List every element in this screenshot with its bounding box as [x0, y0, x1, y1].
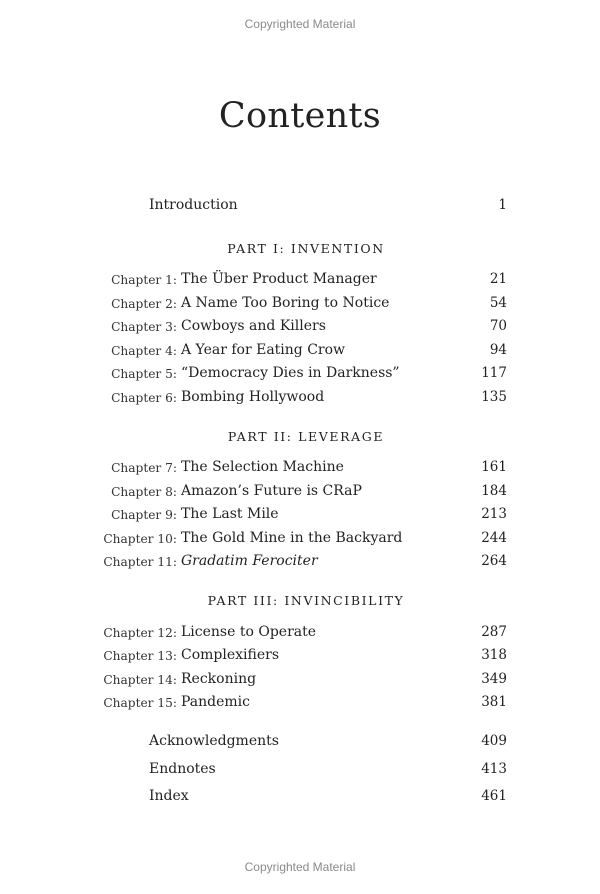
- chapter-title: Gradatim Ferociter: [181, 553, 318, 569]
- watermark-top: Copyrighted Material: [244, 17, 356, 31]
- toc-entry-chapter[interactable]: [0, 318, 600, 338]
- chapter-title: A Name Too Boring to Notice: [181, 295, 390, 311]
- toc-entry-chapter[interactable]: [0, 624, 600, 644]
- page-number: 461: [481, 788, 507, 804]
- chapter-label: Chapter 7:: [111, 461, 177, 475]
- page-number: 70: [489, 318, 507, 334]
- chapter-label: Chapter 13:: [103, 649, 177, 663]
- chapter-title: The Selection Machine: [181, 459, 344, 475]
- chapter-label: Chapter 1:: [111, 273, 177, 287]
- entry-title: Acknowledgments: [149, 733, 279, 749]
- chapter-label: Chapter 3:: [111, 320, 177, 334]
- chapter-title: Complexifiers: [181, 647, 280, 663]
- page-number: 244: [481, 530, 507, 546]
- page-number: 184: [481, 483, 507, 499]
- toc-entry-introduction[interactable]: [0, 197, 600, 217]
- page-number: 264: [481, 553, 507, 569]
- toc-entry-chapter[interactable]: [0, 365, 600, 385]
- part-heading: PART III: INVINCIBILITY: [207, 593, 405, 608]
- entry-title: Endnotes: [149, 761, 216, 777]
- toc-entry-index[interactable]: [0, 788, 600, 808]
- page-number: 213: [481, 506, 507, 522]
- chapter-label: Chapter 2:: [111, 297, 177, 311]
- chapter-title: “Democracy Dies in Darkness”: [181, 365, 400, 381]
- page-number: 381: [481, 694, 507, 710]
- page-title: Contents: [218, 96, 382, 136]
- chapter-title: Cowboys and Killers: [181, 318, 326, 334]
- toc-entry-chapter[interactable]: [0, 295, 600, 315]
- part-heading: PART I: INVENTION: [227, 241, 385, 256]
- chapter-title: Reckoning: [181, 671, 257, 687]
- toc-entry-chapter[interactable]: [0, 647, 600, 667]
- toc-entry-acknowledgments[interactable]: [0, 733, 600, 753]
- toc-entry-chapter[interactable]: [0, 483, 600, 503]
- page-number: 349: [481, 671, 507, 687]
- page-number: 409: [481, 733, 507, 749]
- page-number: 135: [481, 389, 507, 405]
- page-number: 413: [481, 761, 507, 777]
- chapter-label: Chapter 15:: [103, 696, 177, 710]
- chapter-title: License to Operate: [181, 624, 317, 640]
- page-number: 21: [489, 271, 507, 287]
- chapter-title: Pandemic: [181, 694, 250, 710]
- toc-entry-endnotes[interactable]: [0, 761, 600, 781]
- chapter-label: Chapter 12:: [103, 626, 177, 640]
- chapter-title: The Gold Mine in the Backyard: [181, 530, 403, 546]
- chapter-title: Bombing Hollywood: [181, 389, 325, 405]
- chapter-title: The Last Mile: [181, 506, 279, 522]
- chapter-label: Chapter 8:: [111, 485, 177, 499]
- toc-entry-chapter[interactable]: [0, 506, 600, 526]
- toc-entry-chapter[interactable]: [0, 389, 600, 409]
- chapter-label: Chapter 10:: [103, 532, 177, 546]
- page-number: 117: [481, 365, 507, 381]
- entry-title: Introduction: [149, 197, 238, 213]
- page-number: 318: [481, 647, 507, 663]
- watermark-bottom: Copyrighted Material: [244, 860, 356, 874]
- page-number: 94: [489, 342, 507, 358]
- toc-entry-chapter[interactable]: [0, 271, 600, 291]
- page-number: 1: [498, 197, 507, 213]
- toc-entry-chapter[interactable]: [0, 459, 600, 479]
- toc-entry-chapter[interactable]: [0, 694, 600, 714]
- page-number: 161: [481, 459, 507, 475]
- chapter-label: Chapter 14:: [103, 673, 177, 687]
- toc-entry-chapter[interactable]: [0, 342, 600, 362]
- entry-title: Index: [149, 788, 189, 804]
- chapter-label: Chapter 4:: [111, 344, 177, 358]
- chapter-title: The Über Product Manager: [181, 271, 377, 287]
- chapter-label: Chapter 9:: [111, 508, 177, 522]
- chapter-label: Chapter 5:: [111, 367, 177, 381]
- toc-entry-chapter[interactable]: [0, 553, 600, 573]
- toc-entry-chapter[interactable]: [0, 530, 600, 550]
- chapter-title: A Year for Eating Crow: [181, 342, 346, 358]
- chapter-label: Chapter 11:: [103, 555, 177, 569]
- chapter-label: Chapter 6:: [111, 391, 177, 405]
- part-heading: PART II: LEVERAGE: [227, 429, 385, 444]
- page-number: 54: [489, 295, 507, 311]
- page-number: 287: [481, 624, 507, 640]
- chapter-title: Amazon’s Future is CRaP: [181, 483, 362, 499]
- toc-entry-chapter[interactable]: [0, 671, 600, 691]
